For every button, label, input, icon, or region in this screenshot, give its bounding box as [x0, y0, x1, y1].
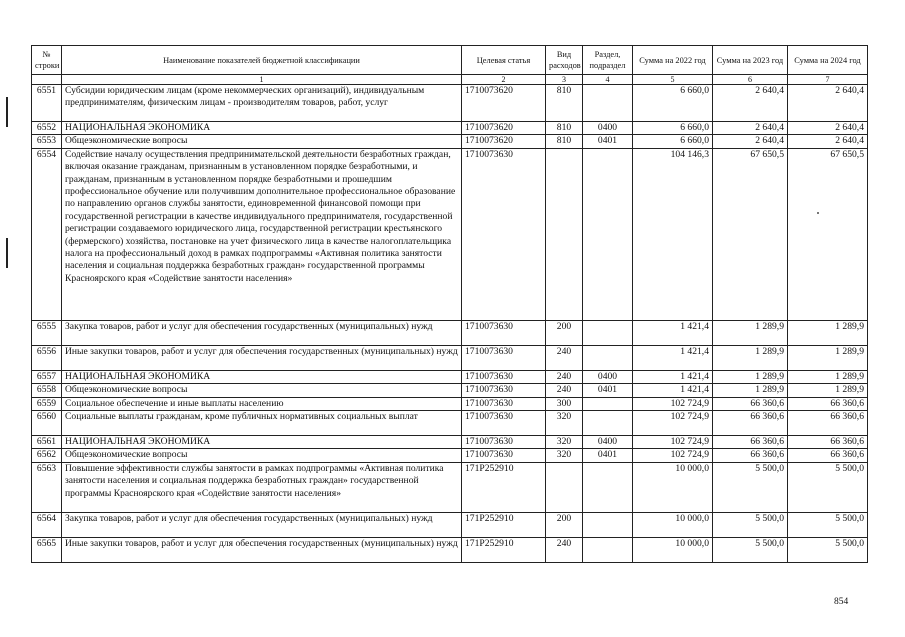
header-expense-type: Вид расходов [546, 46, 583, 75]
row-number: 6556 [32, 345, 62, 370]
header-row-no: № строки [32, 46, 62, 75]
row-name: Социальные выплаты гражданам, кроме публичных нормативных социальных выплат [62, 411, 462, 436]
row-section [583, 85, 633, 122]
table-row [32, 512, 868, 537]
row-expense-type [546, 462, 583, 512]
row-section: 0401 [583, 449, 633, 462]
table-row [32, 122, 868, 135]
row-sum-2023: 2 640,4 [713, 122, 788, 135]
column-index: 5 [633, 75, 713, 85]
row-section: 0401 [583, 384, 633, 397]
table-row [32, 537, 868, 562]
row-name: Содействие началу осуществления предпринимательской деятельности безработных граждан, включая оказание гражданам, признанным в установленном порядке безработными, и гражданам, признанным в установленном порядке безработными и прошедшим профессиональное обучение или получившим дополнительное профессиональное образование по направлению органов службы занятости, единовременной финансовой помощи при государственной регистрации в качестве индивидуального предпринимателя, государственной регистрации создаваемого юридического лица, государственной регистрации крестьянского (фермерского) хозяйства, постановке на учет физического лица в качестве налогоплательщика налога на профессиональный доход в рамках подпрограммы «Активная политика занятости населения и социальная поддержка безработных граждан» государственной программы Красноярского края «Содействие занятости населения» [62, 148, 462, 320]
row-sum-2024: 66 360,6 [788, 449, 868, 462]
column-index: 4 [583, 75, 633, 85]
left-margin-mark [6, 97, 8, 127]
row-target: 1710073630 [462, 148, 546, 320]
row-sum-2022: 10 000,0 [633, 512, 713, 537]
row-section [583, 411, 633, 436]
column-index [32, 75, 62, 85]
row-name: Общеэкономические вопросы [62, 135, 462, 148]
row-sum-2024: 66 360,6 [788, 436, 868, 449]
row-number: 6565 [32, 537, 62, 562]
column-index: 7 [788, 75, 868, 85]
row-sum-2023: 1 289,9 [713, 320, 788, 345]
table-row [32, 384, 868, 397]
table-row [32, 148, 868, 320]
row-sum-2023: 2 640,4 [713, 135, 788, 148]
row-sum-2022: 10 000,0 [633, 537, 713, 562]
row-section [583, 397, 633, 410]
row-target: 1710073630 [462, 449, 546, 462]
row-section [583, 462, 633, 512]
row-expense-type: 810 [546, 85, 583, 122]
row-expense-type: 300 [546, 397, 583, 410]
row-sum-2024: 1 289,9 [788, 384, 868, 397]
row-sum-2022: 6 660,0 [633, 135, 713, 148]
row-section [583, 537, 633, 562]
table-row [32, 397, 868, 410]
row-target: 171P252910 [462, 537, 546, 562]
row-sum-2024: 5 500,0 [788, 462, 868, 512]
row-sum-2022: 102 724,9 [633, 449, 713, 462]
column-index: 3 [546, 75, 583, 85]
row-sum-2022: 1 421,4 [633, 320, 713, 345]
row-expense-type: 320 [546, 449, 583, 462]
row-sum-2023: 66 360,6 [713, 449, 788, 462]
row-number: 6552 [32, 122, 62, 135]
row-number: 6555 [32, 320, 62, 345]
row-sum-2024: 5 500,0 [788, 512, 868, 537]
row-sum-2022: 1 421,4 [633, 345, 713, 370]
row-sum-2023: 1 289,9 [713, 345, 788, 370]
header-section: Раздел, подраздел [583, 46, 633, 75]
column-index: 2 [462, 75, 546, 85]
row-sum-2022: 6 660,0 [633, 85, 713, 122]
row-expense-type [546, 148, 583, 320]
scan-speck [817, 212, 819, 214]
column-index: 6 [713, 75, 788, 85]
row-name: Субсидии юридическим лицам (кроме некоммерческих организаций), индивидуальным предпринимателям, физическим лицам - производителям товаров, работ, услуг [62, 85, 462, 122]
row-sum-2022: 104 146,3 [633, 148, 713, 320]
row-number: 6560 [32, 411, 62, 436]
row-expense-type: 320 [546, 411, 583, 436]
row-expense-type: 240 [546, 384, 583, 397]
column-index-row [32, 75, 868, 85]
row-target: 1710073620 [462, 122, 546, 135]
row-sum-2023: 2 640,4 [713, 85, 788, 122]
row-sum-2023: 1 289,9 [713, 384, 788, 397]
row-sum-2023: 67 650,5 [713, 148, 788, 320]
row-section: 0401 [583, 135, 633, 148]
header-target: Целевая статья [462, 46, 546, 75]
table-row [32, 411, 868, 436]
row-target: 1710073630 [462, 345, 546, 370]
row-name: Закупка товаров, работ и услуг для обеспечения государственных (муниципальных) нужд [62, 512, 462, 537]
row-expense-type: 240 [546, 537, 583, 562]
row-sum-2023: 1 289,9 [713, 370, 788, 383]
row-sum-2022: 102 724,9 [633, 411, 713, 436]
row-section: 0400 [583, 436, 633, 449]
row-sum-2024: 66 360,6 [788, 411, 868, 436]
row-name: Общеэкономические вопросы [62, 449, 462, 462]
row-section: 0400 [583, 122, 633, 135]
row-number: 6557 [32, 370, 62, 383]
row-name: Иные закупки товаров, работ и услуг для обеспечения государственных (муниципальных) нужд [62, 345, 462, 370]
row-section: 0400 [583, 370, 633, 383]
row-target: 1710073630 [462, 411, 546, 436]
row-section [583, 345, 633, 370]
row-number: 6558 [32, 384, 62, 397]
row-number: 6562 [32, 449, 62, 462]
row-sum-2023: 66 360,6 [713, 436, 788, 449]
row-target: 171P252910 [462, 462, 546, 512]
row-sum-2023: 66 360,6 [713, 397, 788, 410]
row-sum-2024: 1 289,9 [788, 345, 868, 370]
row-section [583, 320, 633, 345]
header-name: Наименование показателей бюджетной классификации [62, 46, 462, 75]
row-target: 1710073630 [462, 384, 546, 397]
row-expense-type: 240 [546, 370, 583, 383]
row-sum-2022: 1 421,4 [633, 384, 713, 397]
header-row [32, 46, 868, 75]
row-number: 6559 [32, 397, 62, 410]
row-section [583, 512, 633, 537]
row-sum-2022: 1 421,4 [633, 370, 713, 383]
row-number: 6561 [32, 436, 62, 449]
row-sum-2023: 5 500,0 [713, 512, 788, 537]
row-name: НАЦИОНАЛЬНАЯ ЭКОНОМИКА [62, 122, 462, 135]
table-row [32, 462, 868, 512]
row-sum-2022: 6 660,0 [633, 122, 713, 135]
row-target: 1710073630 [462, 370, 546, 383]
table-row [32, 85, 868, 122]
header-sum-2023: Сумма на 2023 год [713, 46, 788, 75]
row-sum-2023: 5 500,0 [713, 462, 788, 512]
budget-table [31, 45, 868, 563]
table-row [32, 135, 868, 148]
row-sum-2022: 102 724,9 [633, 436, 713, 449]
row-expense-type: 810 [546, 135, 583, 148]
table-row [32, 449, 868, 462]
page-number: 854 [834, 597, 849, 607]
row-name: НАЦИОНАЛЬНАЯ ЭКОНОМИКА [62, 370, 462, 383]
row-target: 1710073620 [462, 135, 546, 148]
row-name: НАЦИОНАЛЬНАЯ ЭКОНОМИКА [62, 436, 462, 449]
row-name: Закупка товаров, работ и услуг для обеспечения государственных (муниципальных) нужд [62, 320, 462, 345]
row-number: 6553 [32, 135, 62, 148]
header-sum-2024: Сумма на 2024 год [788, 46, 868, 75]
row-sum-2022: 102 724,9 [633, 397, 713, 410]
row-name: Социальное обеспечение и иные выплаты населению [62, 397, 462, 410]
row-expense-type: 810 [546, 122, 583, 135]
row-sum-2022: 10 000,0 [633, 462, 713, 512]
row-sum-2024: 2 640,4 [788, 85, 868, 122]
row-number: 6564 [32, 512, 62, 537]
table-row [32, 320, 868, 345]
row-sum-2024: 2 640,4 [788, 122, 868, 135]
row-sum-2024: 67 650,5 [788, 148, 868, 320]
row-sum-2024: 5 500,0 [788, 537, 868, 562]
row-target: 1710073630 [462, 436, 546, 449]
column-index: 1 [62, 75, 462, 85]
row-target: 1710073630 [462, 397, 546, 410]
table-row [32, 370, 868, 383]
header-sum-2022: Сумма на 2022 год [633, 46, 713, 75]
table-row [32, 436, 868, 449]
left-margin-mark [6, 238, 8, 268]
row-section [583, 148, 633, 320]
row-expense-type: 200 [546, 320, 583, 345]
row-sum-2024: 66 360,6 [788, 397, 868, 410]
row-sum-2024: 1 289,9 [788, 320, 868, 345]
row-target: 1710073620 [462, 85, 546, 122]
row-target: 171P252910 [462, 512, 546, 537]
table-row [32, 345, 868, 370]
row-expense-type: 320 [546, 436, 583, 449]
row-number: 6554 [32, 148, 62, 320]
row-sum-2024: 1 289,9 [788, 370, 868, 383]
row-expense-type: 240 [546, 345, 583, 370]
row-number: 6551 [32, 85, 62, 122]
row-target: 1710073630 [462, 320, 546, 345]
row-number: 6563 [32, 462, 62, 512]
row-sum-2023: 66 360,6 [713, 411, 788, 436]
row-name: Иные закупки товаров, работ и услуг для обеспечения государственных (муниципальных) нужд [62, 537, 462, 562]
row-expense-type: 200 [546, 512, 583, 537]
row-sum-2023: 5 500,0 [713, 537, 788, 562]
row-sum-2024: 2 640,4 [788, 135, 868, 148]
row-name: Общеэкономические вопросы [62, 384, 462, 397]
row-name: Повышение эффективности службы занятости в рамках подпрограммы «Активная политика занятости населения и социальная поддержка безработных граждан» государственной программы Красноярского края «Содействие занятости населения» [62, 462, 462, 512]
